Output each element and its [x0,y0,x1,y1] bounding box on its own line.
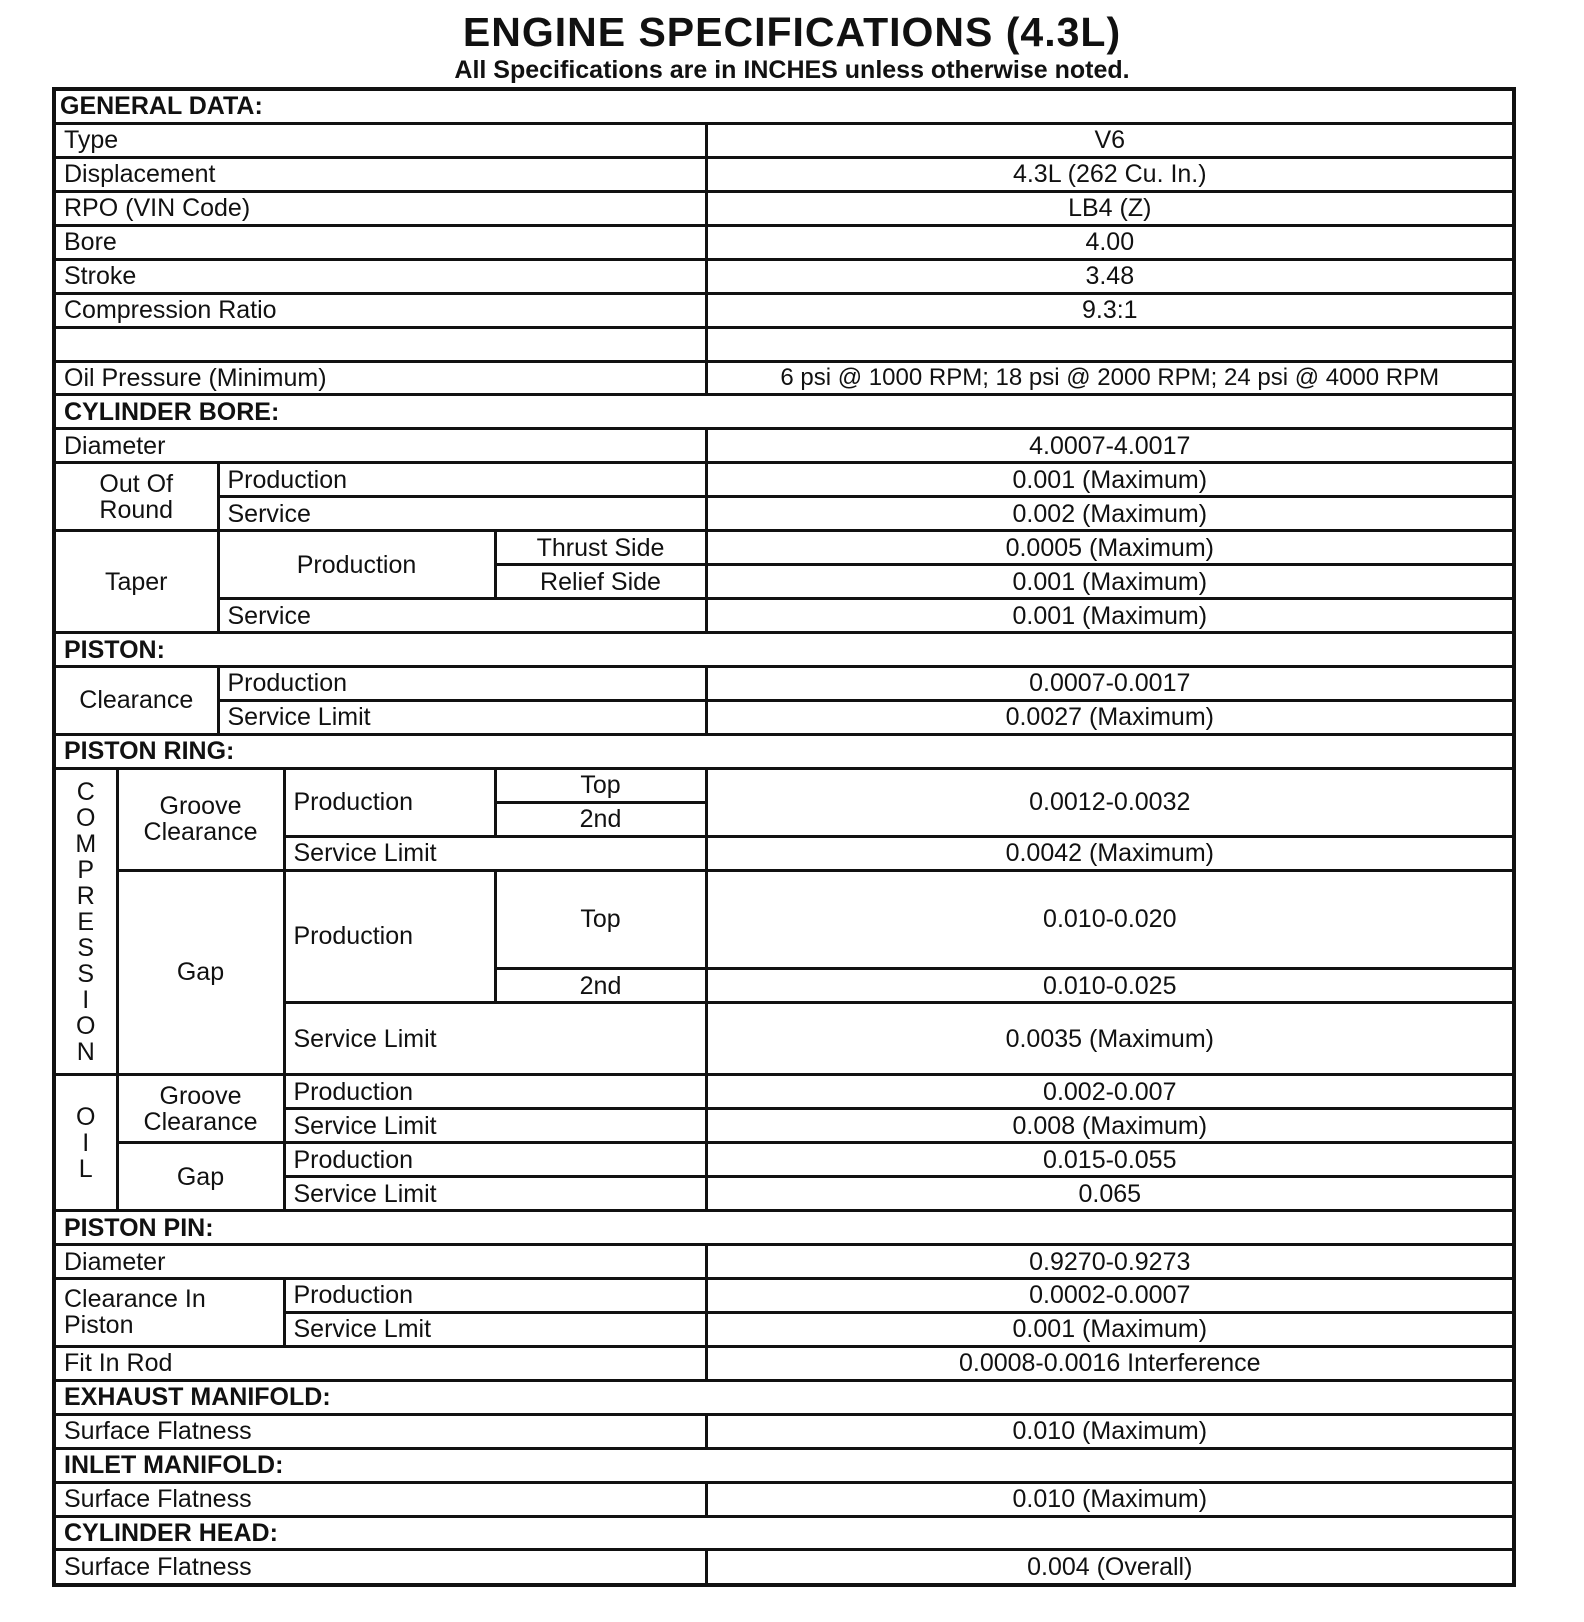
pin-production-value: 0.0002-0.0007 [706,1278,1514,1312]
comp-gap-service-label: Service Limit [284,1003,706,1075]
letter: S [77,959,95,988]
empty-cell [54,327,706,361]
table-row [54,531,1514,565]
comp-gap-top-value: 0.010-0.020 [706,870,1514,969]
letter: I [82,985,90,1014]
table-row [54,666,1514,700]
table-row [54,1414,1514,1448]
type-label: Type [54,123,706,157]
table-row [54,293,1514,327]
oil-vertical-label [54,1075,117,1211]
oil-groove-production-value: 0.002-0.007 [706,1075,1514,1109]
oil-groove-service-value: 0.008 (Maximum) [706,1109,1514,1143]
relief-side-label: Relief Side [495,565,706,599]
piston-service-limit-label: Service Limit [218,700,706,734]
comp-gap-second-value: 0.010-0.025 [706,969,1514,1003]
table-row [54,157,1514,191]
second-label: 2nd [495,802,706,836]
pin-diameter-label: Diameter [54,1245,706,1279]
exhaust-flatness-value: 0.010 (Maximum) [706,1414,1514,1448]
type-value: V6 [706,123,1514,157]
section-exhaust-manifold [54,1380,1514,1414]
section-header: INLET MANIFOLD: [54,1448,1514,1482]
displacement-label: Displacement [54,157,706,191]
taper-label: Taper [54,531,218,633]
comp-groove-service-label: Service Limit [284,836,706,870]
letter: O [76,1102,96,1131]
section-general-data [54,89,1514,123]
table-row [54,191,1514,225]
comp-groove-production-value: 0.0012-0.0032 [706,768,1514,836]
oil-gap-production-label: Production [284,1143,706,1177]
section-header: PISTON RING: [54,734,1514,768]
pin-service-label: Service Lmit [284,1312,706,1346]
empty-cell [706,327,1514,361]
taper-service-value: 0.001 (Maximum) [706,599,1514,633]
table-row [54,1346,1514,1380]
fit-in-rod-value: 0.0008-0.0016 Interference [706,1346,1514,1380]
section-piston-ring [54,734,1514,768]
letter: O [76,803,96,832]
bore-diameter-value: 4.0007-4.0017 [706,429,1514,463]
thrust-side-value: 0.0005 (Maximum) [706,531,1514,565]
piston-service-limit-value: 0.0027 (Maximum) [706,700,1514,734]
inlet-flatness-value: 0.010 (Maximum) [706,1482,1514,1516]
thrust-side-label: Thrust Side [495,531,706,565]
table-row [54,259,1514,293]
pin-clearance-label: Clearance In Piston [54,1278,284,1346]
oor-production-value: 0.001 (Maximum) [706,463,1514,497]
oil-pressure-value: 6 psi @ 1000 RPM; 18 psi @ 2000 RPM; 24 psi @ 4000 RPM [706,361,1514,395]
second-label: 2nd [495,969,706,1003]
section-header: PISTON: [54,633,1514,667]
head-flatness-value: 0.004 (Overall) [706,1550,1514,1585]
table-row [54,1278,1514,1312]
oil-groove-service-label: Service Limit [284,1109,706,1143]
inlet-flatness-label: Surface Flatness [54,1482,706,1516]
stroke-value: 3.48 [706,259,1514,293]
section-header: EXHAUST MANIFOLD: [54,1380,1514,1414]
section-cylinder-head [54,1516,1514,1550]
letter: N [76,1037,95,1066]
taper-service-label: Service [218,599,706,633]
table-row [54,768,1514,802]
table-row [54,1482,1514,1516]
table-row [54,1075,1514,1109]
out-of-round-label: Out Of Round [54,463,218,531]
oil-gap-service-value: 0.065 [706,1177,1514,1211]
letter: R [76,881,95,910]
table-row [54,1550,1514,1585]
letter: E [77,907,95,936]
table-row [54,870,1514,969]
letter: M [75,829,97,858]
oor-production-label: Production [218,463,706,497]
oil-groove-production-label: Production [284,1075,706,1109]
pin-service-value: 0.001 (Maximum) [706,1312,1514,1346]
relief-side-value: 0.001 (Maximum) [706,565,1514,599]
comp-groove-service-value: 0.0042 (Maximum) [706,836,1514,870]
section-header: CYLINDER HEAD: [54,1516,1514,1550]
piston-production-label: Production [218,666,706,700]
page-title: ENGINE SPECIFICATIONS (4.3L) [462,9,1122,55]
table-row [54,700,1514,734]
rpo-label: RPO (VIN Code) [54,191,706,225]
compression-ratio-label: Compression Ratio [54,293,706,327]
oil-gap-service-label: Service Limit [284,1177,706,1211]
exhaust-flatness-label: Surface Flatness [54,1414,706,1448]
comp-groove-clearance-label: Groove Clearance [117,768,284,870]
oor-service-value: 0.002 (Maximum) [706,497,1514,531]
pin-production-label: Production [284,1278,706,1312]
bore-diameter-label: Diameter [54,429,706,463]
fit-in-rod-label: Fit In Rod [54,1346,706,1380]
comp-gap-production-label: Production [284,870,495,1003]
oor-service-label: Service [218,497,706,531]
table-row [54,429,1514,463]
oil-gap-label: Gap [117,1143,284,1211]
table-row [54,123,1514,157]
section-cylinder-bore [54,395,1514,429]
comp-gap-label: Gap [117,870,284,1075]
table-row [54,599,1514,633]
pin-diameter-value: 0.9270-0.9273 [706,1245,1514,1279]
oil-pressure-label: Oil Pressure (Minimum) [54,361,706,395]
table-row [54,1143,1514,1177]
page-subtitle: All Specifications are in INCHES unless otherwise noted. [454,56,1130,84]
section-inlet-manifold [54,1448,1514,1482]
oil-groove-clearance-label: Groove Clearance [117,1075,284,1143]
rpo-value: LB4 (Z) [706,191,1514,225]
bore-label: Bore [54,225,706,259]
section-piston-pin [54,1211,1514,1245]
letter: C [76,777,95,806]
displacement-value: 4.3L (262 Cu. In.) [706,157,1514,191]
head-flatness-label: Surface Flatness [54,1550,706,1585]
comp-gap-service-value: 0.0035 (Maximum) [706,1003,1514,1075]
letter: L [78,1154,93,1183]
table-row [54,463,1514,497]
letter: P [77,855,95,884]
top-label: Top [495,870,706,969]
compression-ratio-value: 9.3:1 [706,293,1514,327]
section-header: GENERAL DATA: [54,89,1514,123]
oil-gap-production-value: 0.015-0.055 [706,1143,1514,1177]
section-piston [54,633,1514,667]
spec-table [52,87,1516,1587]
stroke-label: Stroke [54,259,706,293]
table-row [54,225,1514,259]
letter: O [76,1011,96,1040]
letter: S [77,933,95,962]
bore-value: 4.00 [706,225,1514,259]
piston-production-value: 0.0007-0.0017 [706,666,1514,700]
section-header: CYLINDER BORE: [54,395,1514,429]
table-row [54,361,1514,395]
top-label: Top [495,768,706,802]
letter: I [82,1128,90,1157]
taper-production-label: Production [218,531,495,599]
empty-row [54,327,1514,361]
compression-vertical-label [54,768,117,1075]
section-header: PISTON PIN: [54,1211,1514,1245]
piston-clearance-label: Clearance [54,666,218,734]
table-row [54,1245,1514,1279]
table-row [54,497,1514,531]
comp-groove-production-label: Production [284,768,495,836]
